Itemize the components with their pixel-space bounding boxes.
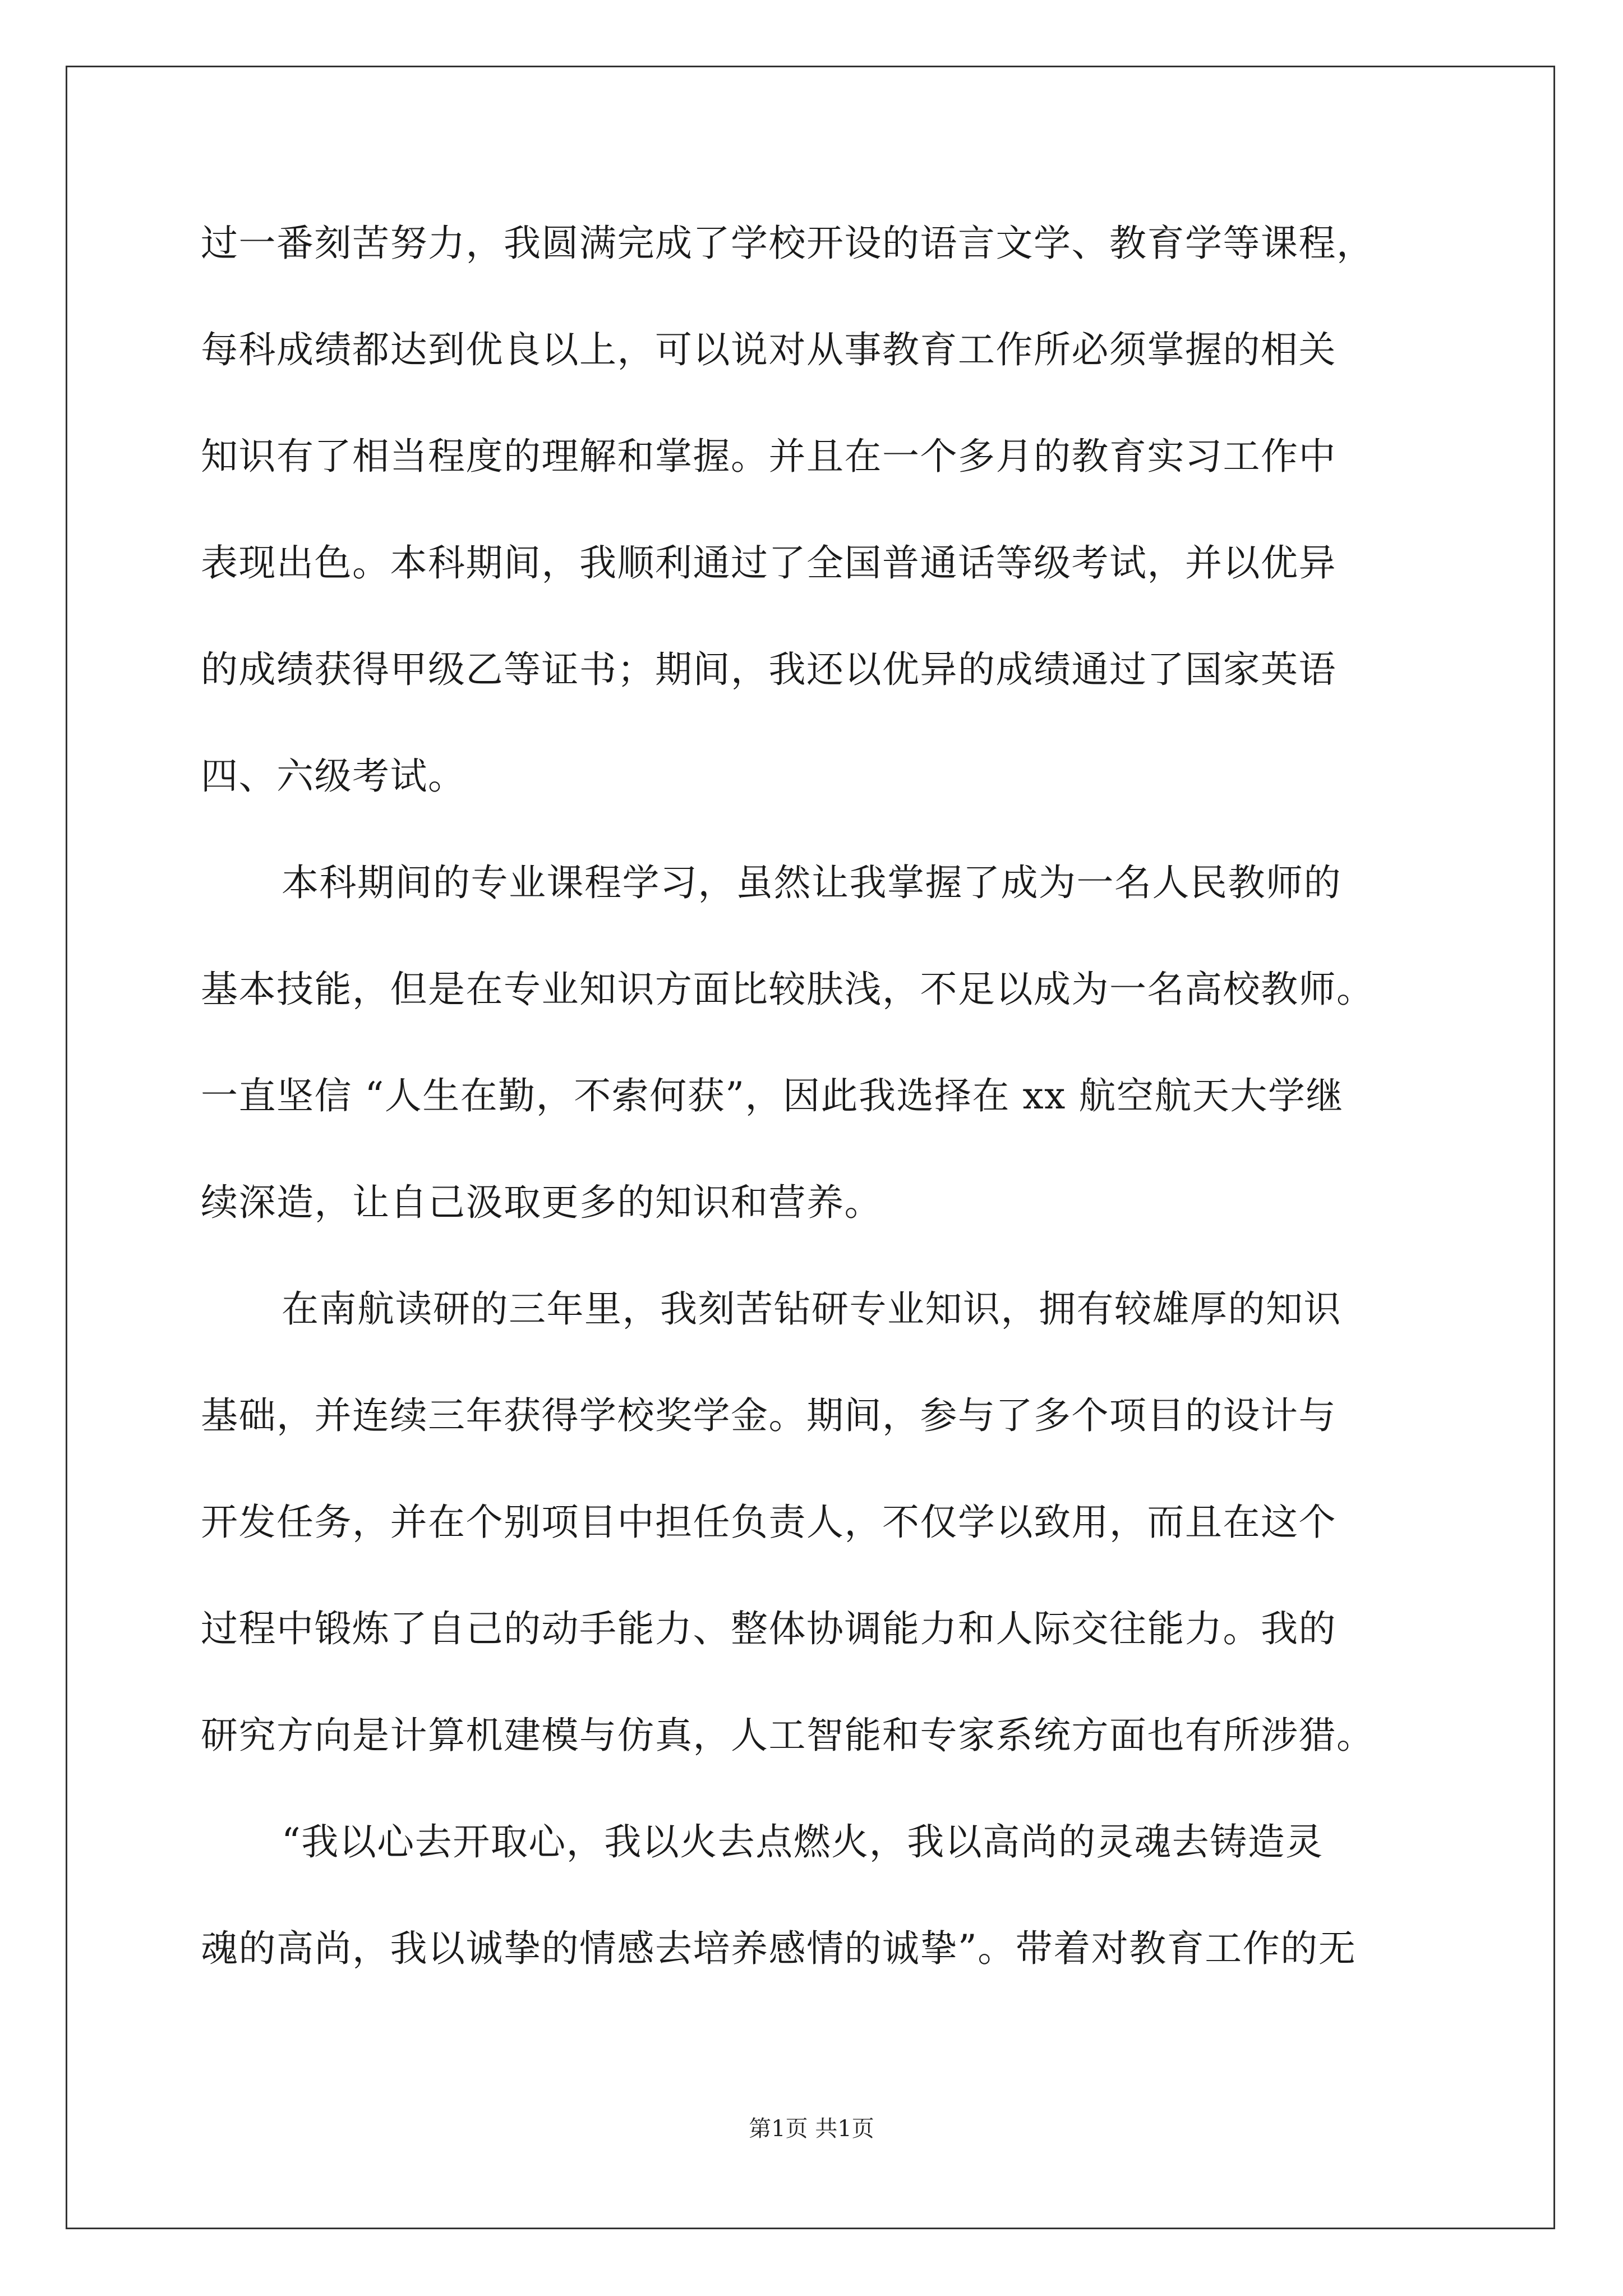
body-line-14: 过程中锻炼了自己的动手能力、整体协调能力和人际交往能力。我的: [201, 1607, 1336, 1650]
body-line-3: 知识有了相当程度的理解和掌握。并且在一个多月的教育实习工作中: [201, 435, 1336, 478]
body-line-6: 四、六级考试。: [201, 754, 466, 798]
page-number-footer: 第1页 共1页: [749, 2116, 874, 2142]
body-line-16: “我以心去开取心，我以火去点燃火，我以高尚的灵魂去铸造灵: [282, 1820, 1324, 1864]
body-line-8: 基本技能，但是在专业知识方面比较肤浅，不足以成为一名高校教师。: [201, 968, 1375, 1011]
body-line-10: 续深造，让自己汲取更多的知识和营养。: [201, 1181, 882, 1224]
body-line-2: 每科成绩都达到优良以上，可以说对从事教育工作所必须掌握的相关: [201, 328, 1336, 371]
body-line-17: 魂的高尚，我以诚挚的情感去培养感情的诚挚”。带着对教育工作的无: [201, 1927, 1357, 1970]
body-line-5: 的成绩获得甲级乙等证书；期间，我还以优异的成绩通过了国家英语: [201, 648, 1336, 691]
page-border: [66, 66, 1555, 2229]
body-line-7: 本科期间的专业课程学习，虽然让我掌握了成为一名人民教师的: [282, 861, 1341, 904]
body-line-15: 研究方向是计算机建模与仿真，人工智能和专家系统方面也有所涉猎。: [201, 1714, 1375, 1757]
body-line-9: 一直坚信 “人生在勤，不索何获”，因此我选择在 xx 航空航天大学继: [201, 1074, 1344, 1117]
body-line-13: 开发任务，并在个别项目中担任负责人，不仅学以致用，而且在这个: [201, 1501, 1336, 1544]
body-line-11: 在南航读研的三年里，我刻苦钻研专业知识，拥有较雄厚的知识: [282, 1287, 1341, 1331]
body-line-4: 表现出色。本科期间，我顺利通过了全国普通话等级考试，并以优异: [201, 541, 1336, 585]
body-line-1: 过一番刻苦努力，我圆满完成了学校开设的语言文学、教育学等课程，: [201, 222, 1375, 265]
body-line-12: 基础，并连续三年获得学校奖学金。期间，参与了多个项目的设计与: [201, 1394, 1336, 1437]
